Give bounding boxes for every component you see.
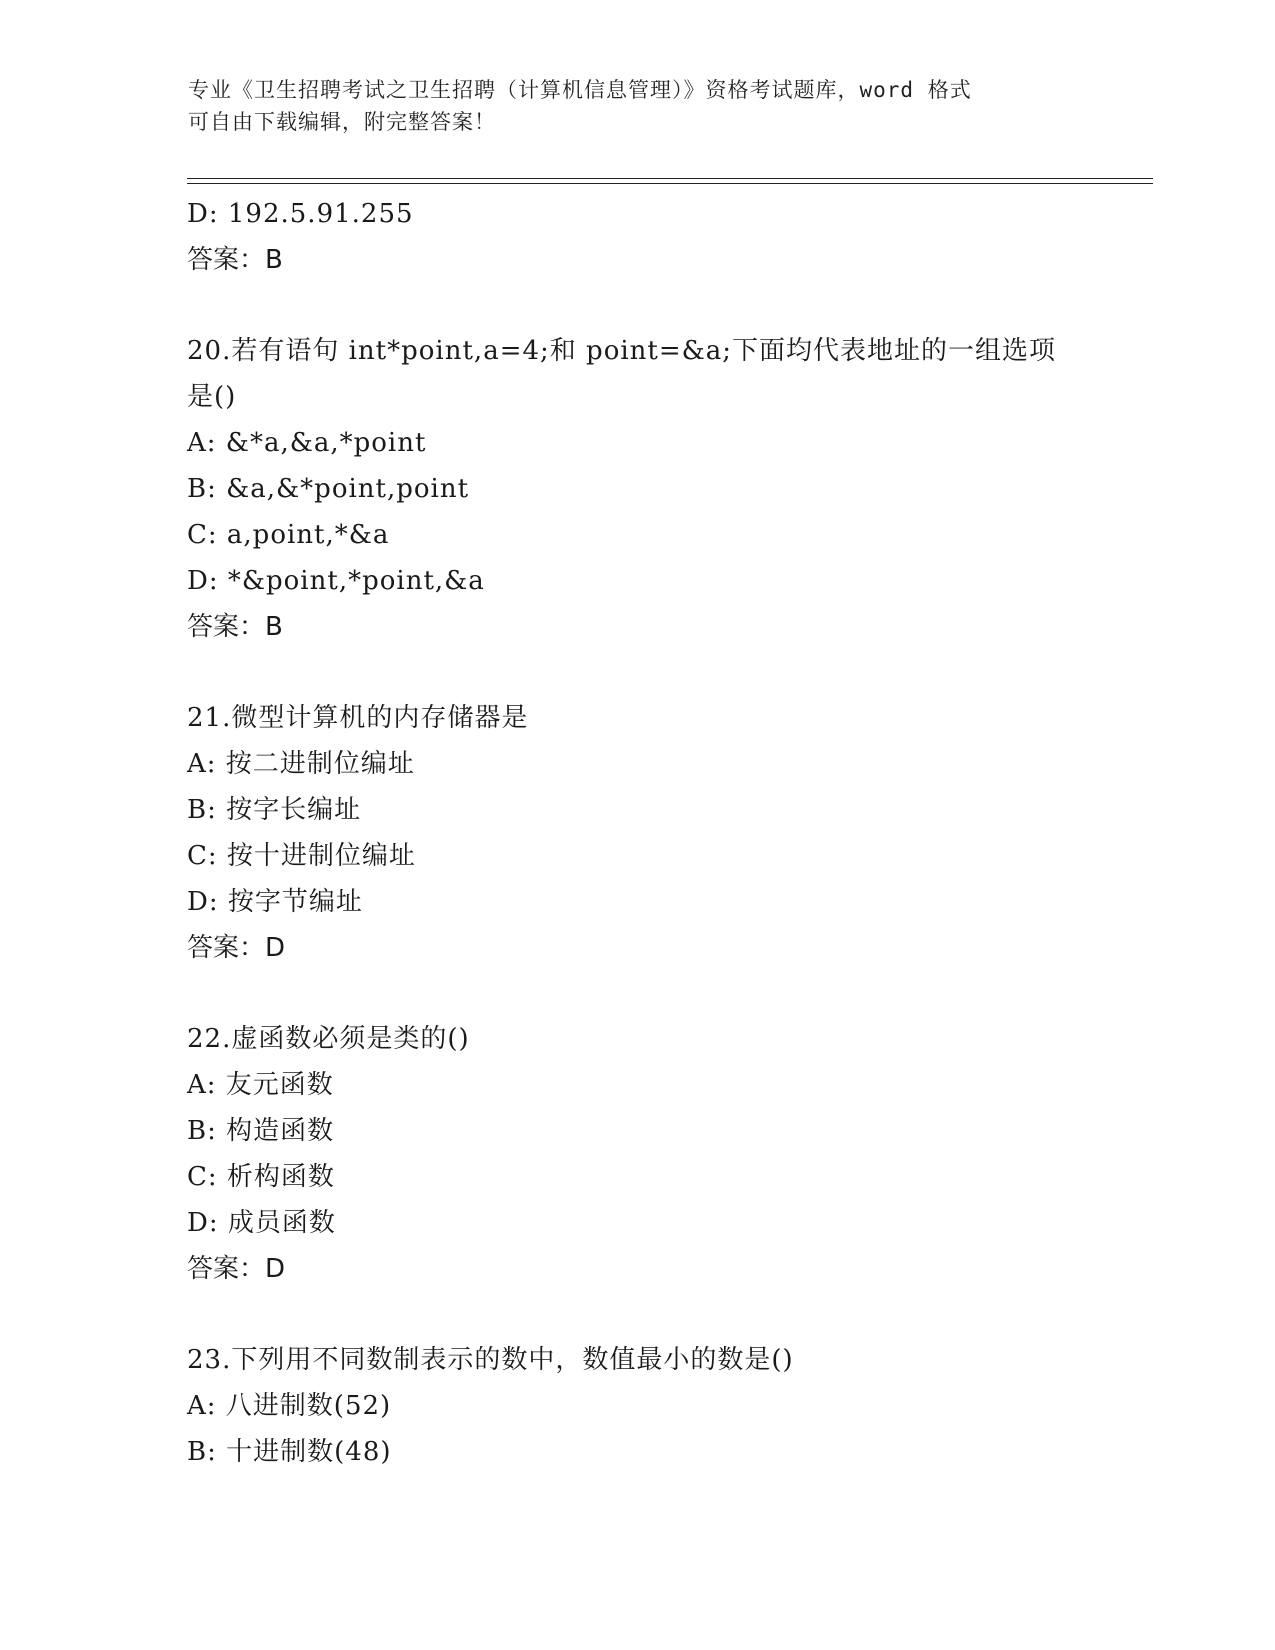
header-line-2: 可自由下载编辑，附完整答案！: [188, 110, 496, 134]
question-stem-continued: 是(): [187, 382, 237, 412]
option-b: B: &a,&*point,point: [187, 474, 470, 504]
spacer: [187, 1292, 1147, 1337]
header-line-1: 专业《卫生招聘考试之卫生招聘（计算机信息管理）》资格考试题库，word 格式: [188, 78, 972, 102]
option-a: A: 友元函数: [187, 1070, 334, 1100]
option-b: B: 按字长编址: [187, 795, 362, 825]
option-d: D: 按字节编址: [187, 887, 363, 917]
option-d: D: *&point,*point,&a: [187, 566, 485, 596]
question-21: [187, 695, 1147, 971]
question-stem: 20.若有语句 int*point,a=4;和 point=&a;下面均代表地址的一组选项: [187, 336, 1057, 366]
option-a: A: 按二进制位编址: [187, 749, 415, 779]
spacer: [187, 650, 1147, 695]
spacer: [187, 971, 1147, 1016]
option-c: C: 析构函数: [187, 1162, 335, 1192]
option-d: D: 成员函数: [187, 1208, 336, 1238]
question-fragment: [187, 191, 1147, 283]
header-rule-top: [187, 178, 1153, 179]
question-stem: 23.下列用不同数制表示的数中，数值最小的数是(): [187, 1345, 794, 1375]
answer-line: 答案：D: [187, 933, 286, 963]
option-b: B: 十进制数(48): [187, 1437, 392, 1467]
answer-line: 答案：D: [187, 1254, 286, 1284]
option-b: B: 构造函数: [187, 1116, 335, 1146]
answer-line: 答案：B: [187, 245, 283, 275]
option-d: D: 192.5.91.255: [187, 199, 414, 229]
option-c: C: 按十进制位编址: [187, 841, 416, 871]
question-20: [187, 328, 1147, 650]
document-header: [188, 74, 1088, 138]
question-22: [187, 1016, 1147, 1292]
answer-line: 答案：B: [187, 612, 283, 642]
option-c: C: a,point,*&a: [187, 520, 390, 550]
spacer: [187, 283, 1147, 328]
question-stem: 22.虚函数必须是类的(): [187, 1024, 470, 1054]
question-stem: 21.微型计算机的内存储器是: [187, 703, 529, 733]
header-rule-bottom: [187, 183, 1153, 184]
question-list: [187, 191, 1147, 1475]
question-23: [187, 1337, 1147, 1475]
option-a: A: &*a,&a,*point: [187, 428, 427, 458]
option-a: A: 八进制数(52): [187, 1391, 392, 1421]
